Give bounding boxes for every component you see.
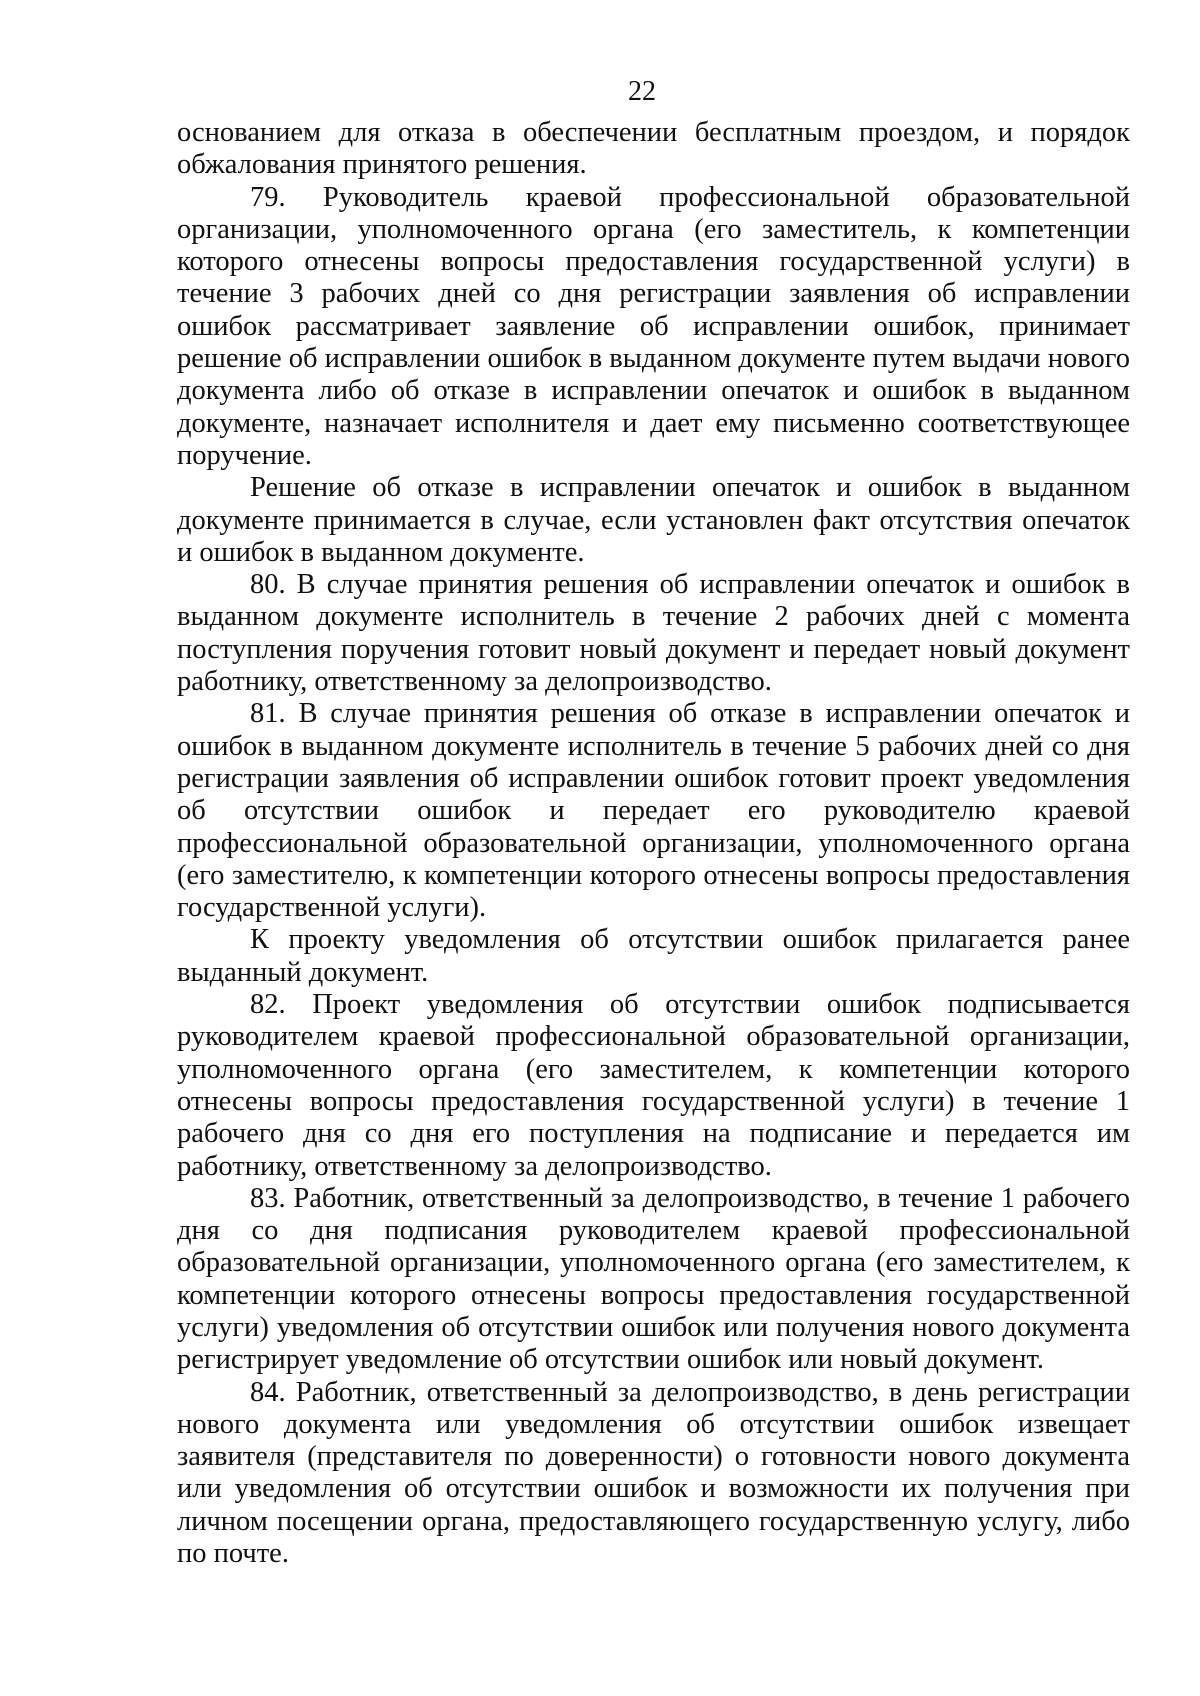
- paragraph-83: 83. Работник, ответственный за делопроизводство, в течение 1 рабочего дня со дня подписания руководителем краевой профессиональной образовательной организации, уполномоченного органа (его заместителем, к компетенции которого отнесены вопросы предоставления государственной услуги) уведомления об отсутствии ошибок или получения нового документа регистрирует уведомление об отсутствии ошибок или новый документ.: [177, 1182, 1130, 1376]
- document-body: [177, 117, 1130, 1570]
- paragraph-81-attachment: К проекту уведомления об отсутствии ошибок прилагается ранее выданный документ.: [177, 924, 1130, 988]
- paragraph-82: 82. Проект уведомления об отсутствии ошибок подписывается руководителем краевой профессиональной образовательной организации, уполномоченного органа (его заместителем, к компетенции которого отнесены вопросы предоставления государственной услуги) в течение 1 рабочего дня со дня его поступления на подписание и передается им работнику, ответственному за делопроизводство.: [177, 989, 1130, 1182]
- paragraph-81: 81. В случае принятия решения об отказе в исправлении опечаток и ошибок в выданном документе исполнитель в течение 5 рабочих дней со дня регистрации заявления об исправлении ошибок готовит проект уведомления об отсутствии ошибок и передает его руководителю краевой профессиональной образовательной организации, уполномоченного органа (его заместителю, к компетенции которого отнесены вопросы предоставления государственной услуги).: [177, 698, 1130, 924]
- paragraph-79-refusal: Решение об отказе в исправлении опечаток и ошибок в выданном документе принимается в случае, если установлен факт отсутствия опечаток и ошибок в выданном документе.: [177, 472, 1130, 568]
- paragraph-continuation: основанием для отказа в обеспечении бесплатным проездом, и порядок обжалования принятого решения.: [177, 117, 1130, 181]
- page-number: 22: [628, 76, 656, 107]
- paragraph-80: 80. В случае принятия решения об исправлении опечаток и ошибок в выданном документе исполнитель в течение 2 рабочих дней с момента поступления поручения готовит новый документ и передает новый документ работнику, ответственному за делопроизводство.: [177, 569, 1130, 698]
- paragraph-79: 79. Руководитель краевой профессиональной образовательной организации, уполномоченного органа (его заместитель, к компетенции которого отнесены вопросы предоставления государственной услуги) в течение 3 рабочих дней со дня регистрации заявления об исправлении ошибок рассматривает заявление об исправлении ошибок, принимает решение об исправлении ошибок в выданном документе путем выдачи нового документа либо об отказе в исправлении опечаток и ошибок в выданном документе, назначает исполнителя и дает ему письменно соответствующее поручение.: [177, 181, 1130, 471]
- paragraph-84: 84. Работник, ответственный за делопроизводство, в день регистрации нового документа или уведомления об отсутствии ошибок извещает заявителя (представителя по доверенности) о готовности нового документа или уведомления об отсутствии ошибок и возможности их получения при личном посещении органа, предоставляющего государственную услугу, либо по почте.: [177, 1376, 1130, 1570]
